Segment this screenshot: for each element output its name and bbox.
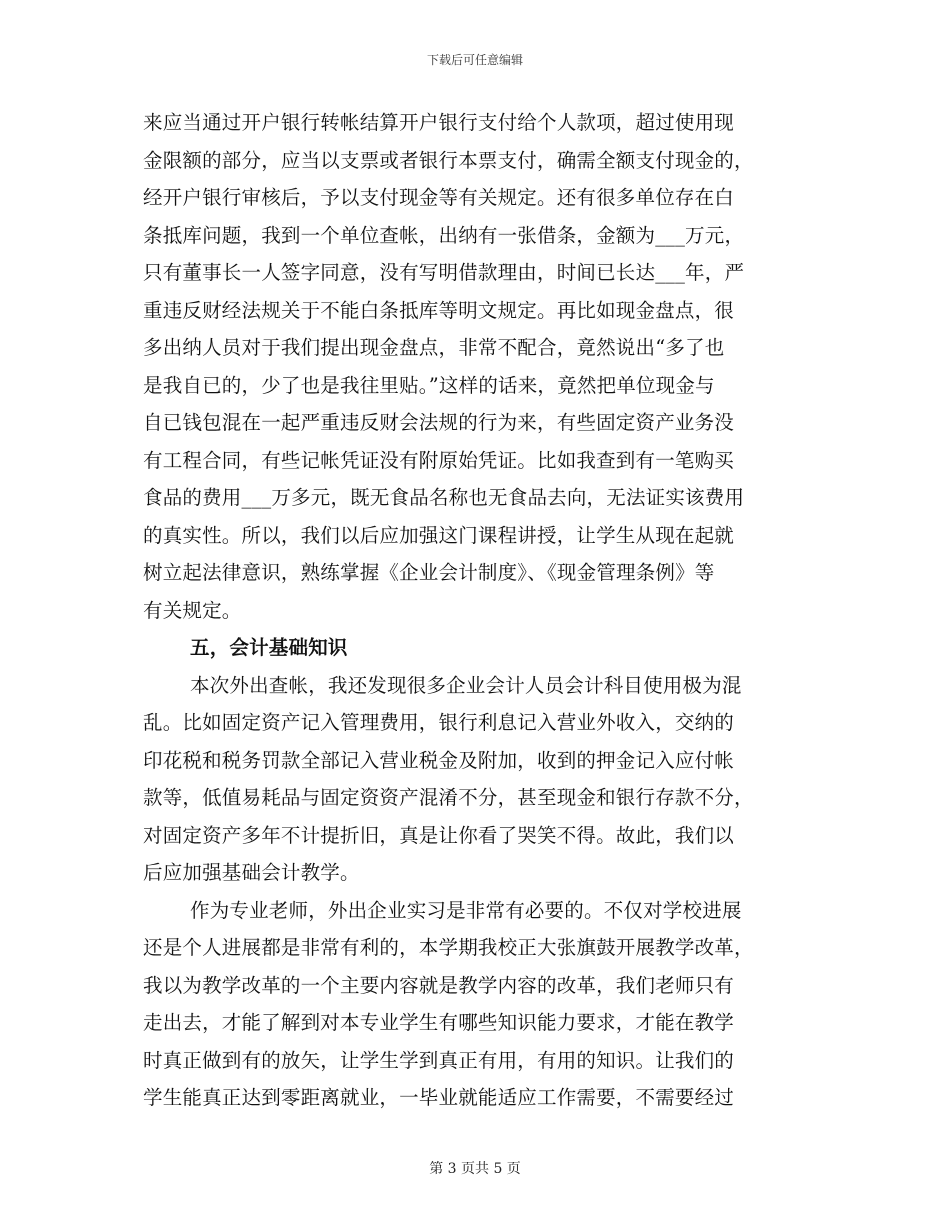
document-body [143,104,813,1117]
text-line: 自已钱包混在一起严重违反财会法规的行为来，有些固定资产业务没 [143,411,735,434]
text-line: 印花税和税务罚款全部记入营业税金及附加，收到的押金记入应付帐 [143,748,735,772]
text-line: 时真正做到有的放矢，让学生学到真正有用，有用的知识。让我们的 [143,1048,735,1072]
text-line: 树立起法律意识，熟练掌握《企业会计制度》、《现金管理条例》等 [143,561,715,584]
text-line: 乱。比如固定资产记入管理费用，银行利息记入营业外收入，交纳的 [143,711,735,734]
text-line: 来应当通过开户银行转帐结算开户银行支付给个人款项，超过使用现 [143,111,735,134]
text-line: 重违反财经法规关于不能白条抵库等明文规定。再比如现金盘点，很 [143,298,735,322]
text-line: 只有董事长一人签字同意，没有写明借款理由，时间已长达___年，严 [143,261,745,284]
section-heading: 五，会计基础知识 [190,636,348,659]
text-line: 我以为教学改革的一个主要内容就是教学内容的改革，我们老师只有 [143,973,735,997]
text-line: 条抵库问题，我到一个单位查帐，出纳有一张借条，金额为___万元， [143,223,745,247]
page-header: 下载后可任意编辑 [426,53,523,67]
page-footer: 第 3 页共 5 页 [429,1161,521,1177]
text-line: 学生能真正达到零距离就业，一毕业就能适应工作需要，不需要经过 [143,1086,735,1109]
text-line: 是我自已的，少了也是我往里贴。”这样的话来，竟然把单位现金与 [143,373,715,397]
text-line: 作为专业老师，外出企业实习是非常有必要的。不仅对学校进展 [190,898,742,922]
text-line: 走出去，才能了解到对本专业学生有哪些知识能力要求，才能在教学 [143,1011,735,1034]
text-line: 金限额的部分，应当以支票或者银行本票支付，确需全额支付现金的， [143,148,754,172]
text-line: 有工程合同，有些记帐凭证没有附原始凭证。比如我查到有一笔购买 [143,448,735,472]
text-line: 还是个人进展都是非常有利的，本学期我校正大张旗鼓开展教学改革， [143,936,754,959]
text-line: 款等，低值易耗品与固定资资产混淆不分，甚至现金和银行存款不分， [143,786,754,809]
text-line: 对固定资产多年不计提折旧，真是让你看了哭笑不得。故此，我们以 [143,823,735,847]
text-line: 的真实性。所以，我们以后应加强这门课程讲授，让学生从现在起就 [143,523,735,547]
text-line: 食品的费用___万多元，既无食品名称也无食品去向，无法证实该费用 [143,486,745,509]
text-line: 后应加强基础会计教学。 [143,861,360,884]
text-line: 经开户银行审核后，予以支付现金等有关规定。还有很多单位存在白 [143,186,735,209]
text-line: 多出纳人员对于我们提出现金盘点，非常不配合，竟然说出“多了也 [143,336,725,359]
text-line: 有关规定。 [143,598,242,622]
text-line: 本次外出查帐，我还发现很多企业会计人员会计科目使用极为混 [190,673,742,697]
